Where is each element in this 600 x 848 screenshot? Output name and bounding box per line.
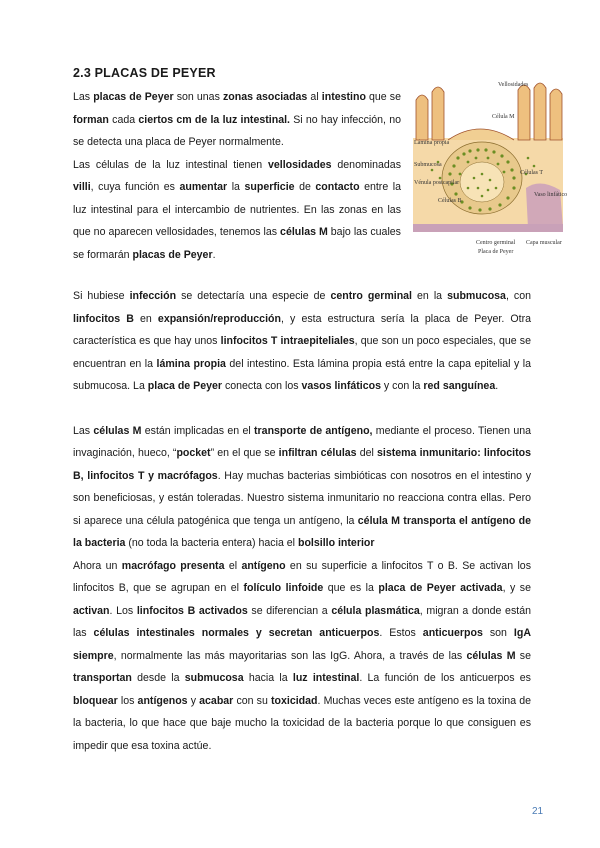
text-run: en su superficie a linfocitos T o B. Se activan los linfocitos B, que se agrupan en el — [73, 559, 531, 594]
bold-run: macrófago presenta — [121, 559, 225, 572]
text-run: y con la — [380, 380, 424, 392]
bold-run: células M — [93, 424, 142, 437]
label-t-cells: Células T — [520, 170, 544, 176]
text-run: , cuya función es — [90, 181, 180, 193]
bold-run: transportan — [73, 672, 132, 684]
bold-run: placas de Peyer — [93, 91, 174, 103]
label-lamina: Lámina propia — [414, 140, 450, 146]
text-run: . Los — [109, 604, 137, 617]
bold-run: linfocitos B activados — [136, 604, 248, 617]
text-run: ” en el que se — [210, 447, 279, 459]
bold-run: folículo linfoide — [243, 582, 324, 594]
text-run: y — [187, 694, 200, 707]
text-run: entre la luz intestinal para el intercambio de nutrientes. En las zonas en las que no aparecen vellosidades, tenemos las — [73, 181, 402, 238]
bold-run: ciertos cm de la luz intestinal. — [138, 113, 290, 126]
text-run: la — [227, 181, 245, 193]
text-run: , migran a donde están las — [73, 604, 531, 639]
text-run: . — [495, 380, 499, 392]
page-number: 21 — [532, 806, 544, 817]
bold-run: sistema inmunitario: linfocitos B, linfocitos T y macrófagos — [73, 447, 531, 482]
text-run: bajo las cuales se formarán — [73, 226, 401, 261]
text-run: . — [212, 248, 216, 261]
bold-run: placa de Peyer activada — [378, 582, 503, 594]
bold-run: anticuerpos — [422, 627, 483, 639]
bold-run: submucosa — [184, 672, 244, 684]
muscle-layer — [413, 224, 563, 232]
paragraph-2 — [73, 154, 401, 267]
bold-run: pocket — [176, 447, 211, 459]
bold-run: infección — [129, 290, 177, 302]
intro-text-column — [73, 86, 401, 266]
paragraph-4 — [73, 420, 531, 555]
label-submucosa: Submucosa — [414, 162, 442, 168]
text-run: que se — [365, 91, 401, 103]
bold-run: zonas asociadas — [222, 91, 308, 103]
text-run: denominadas — [331, 158, 401, 171]
text-run: los — [117, 694, 138, 707]
bold-run: toxicidad — [270, 694, 318, 707]
text-run: . Muchas veces este antígeno es la toxina de la bacteria, lo que hace que baje mucho la toxicidad de la bacteria porque lo que consiguen es impedir que esa toxina actúe. — [73, 694, 531, 752]
label-venule: Vénula postcapilar — [414, 180, 460, 186]
bold-run: linfocitos T intraepiteliales — [220, 335, 355, 347]
text-run: en — [133, 312, 158, 325]
text-run: , normalmente las más mayoritarias son las IgG. Ahora, a través de las — [113, 649, 467, 662]
text-run: son unas — [173, 91, 223, 103]
label-germinal: Centro germinal — [476, 240, 516, 246]
text-run: se — [515, 649, 531, 662]
text-run: conecta con los — [222, 380, 302, 392]
bold-run: bolsillo interior — [297, 537, 375, 549]
bold-run: intestino — [321, 91, 366, 103]
bold-run: antígenos — [137, 694, 188, 707]
bold-run: transporte de antígeno, — [254, 424, 373, 437]
bold-run: acabar — [199, 694, 234, 707]
bold-run: célula plasmática — [331, 604, 420, 617]
text-run: , que son un poco especiales, que se encuentran en la — [73, 335, 531, 370]
bold-run: contacto — [315, 181, 360, 193]
text-run: Si no hay infección, no se detecta una placa de Peyer normalmente. — [73, 113, 401, 148]
text-run: desde la — [131, 672, 185, 684]
text-run: Ahora un — [73, 559, 122, 572]
bold-run: IgA siempre — [73, 627, 531, 662]
bold-run: bloquear — [73, 694, 118, 707]
label-m-cell: Célula M — [492, 114, 515, 120]
bold-run: forman — [73, 113, 109, 126]
text-run: Las células de la luz intestinal tienen — [73, 158, 268, 171]
text-run: mediante el proceso. Tienen una invaginación, hueco, “ — [73, 424, 531, 459]
text-run: Las — [73, 91, 94, 103]
bold-run: superficie — [244, 181, 295, 193]
bold-run: vasos linfáticos — [301, 380, 381, 392]
bold-run: placa de Peyer — [147, 380, 222, 392]
text-run: de — [294, 181, 316, 193]
text-run: se diferencian a — [247, 604, 332, 617]
bold-run: lámina propia — [156, 357, 226, 370]
text-run: son — [482, 627, 514, 639]
body-text — [73, 285, 531, 757]
bold-run: villi — [73, 181, 91, 193]
text-run: (no toda la bacteria entera) hacia el — [125, 537, 298, 549]
bold-run: antígeno — [241, 559, 286, 572]
paragraph-1 — [73, 86, 401, 154]
bold-run: infiltran células — [278, 447, 357, 459]
paragraph-5 — [73, 555, 531, 758]
text-run: del intestino. Esta lámina propia está entre la capa epitelial y la submucosa. La — [73, 357, 531, 392]
text-run: se detectaría una especie de — [176, 290, 331, 302]
paragraph-3 — [73, 285, 531, 398]
text-run: , con — [505, 290, 531, 302]
dome-epithelium — [448, 129, 514, 140]
text-run: . Hay muchas bacterias simbióticas con nosotros en el intestino y son beneficiosas, y están toleradas. Nuestro sistema inmunitario no reacciona contra ellas. Pero si aparece una célula patogénica que tenga un antígeno, la — [73, 469, 531, 527]
text-run: , y esta estructura sería la placa de Peyer. Otra característica es que hay unos — [73, 312, 532, 347]
bold-run: placas de Peyer — [132, 248, 213, 261]
text-run: que es la — [323, 582, 379, 594]
peyer-patch-diagram — [408, 78, 568, 256]
bold-run: células M — [280, 226, 328, 238]
bold-run: linfocitos B — [73, 312, 134, 325]
bold-run: luz intestinal — [292, 672, 360, 684]
text-run: Si hubiese — [73, 290, 130, 302]
text-run: están implicadas en el — [141, 424, 255, 437]
label-muscle: Capa muscular — [526, 240, 562, 246]
bold-run: red sanguínea — [423, 380, 496, 392]
text-run: del — [356, 447, 377, 459]
bold-run: célula M transporta el antígeno de la bacteria — [73, 514, 531, 549]
text-run: con su — [233, 694, 271, 707]
bold-run: células M — [466, 649, 516, 662]
text-run: cada — [108, 113, 139, 126]
section-title: 2.3 PLACAS DE PEYER — [73, 66, 216, 80]
bold-run: vellosidades — [267, 158, 332, 171]
text-run: , y se — [502, 582, 531, 594]
label-villi: Vellosidades — [498, 82, 529, 88]
text-run: . Estos — [379, 627, 423, 639]
text-run: en la — [412, 290, 448, 302]
text-run: al — [307, 91, 322, 103]
bold-run: submucosa — [447, 290, 506, 302]
label-lymph: Vaso linfático — [534, 192, 568, 198]
bold-run: centro germinal — [330, 290, 412, 302]
bold-run: aumentar — [179, 181, 228, 193]
bold-run: activan — [73, 604, 110, 617]
bold-run: expansión/reproducción — [157, 312, 281, 325]
lymph-vessel — [526, 183, 563, 228]
text-run: . La función de los anticuerpos es — [359, 672, 531, 684]
label-b-cells: Células B — [438, 198, 462, 204]
bold-run: células intestinales normales y secretan anticuerpos — [93, 627, 380, 639]
text-run: el — [224, 559, 242, 572]
text-run: hacia la — [243, 672, 293, 684]
label-peyer: Placa de Peyer — [478, 249, 514, 255]
text-run: Las — [73, 424, 94, 437]
